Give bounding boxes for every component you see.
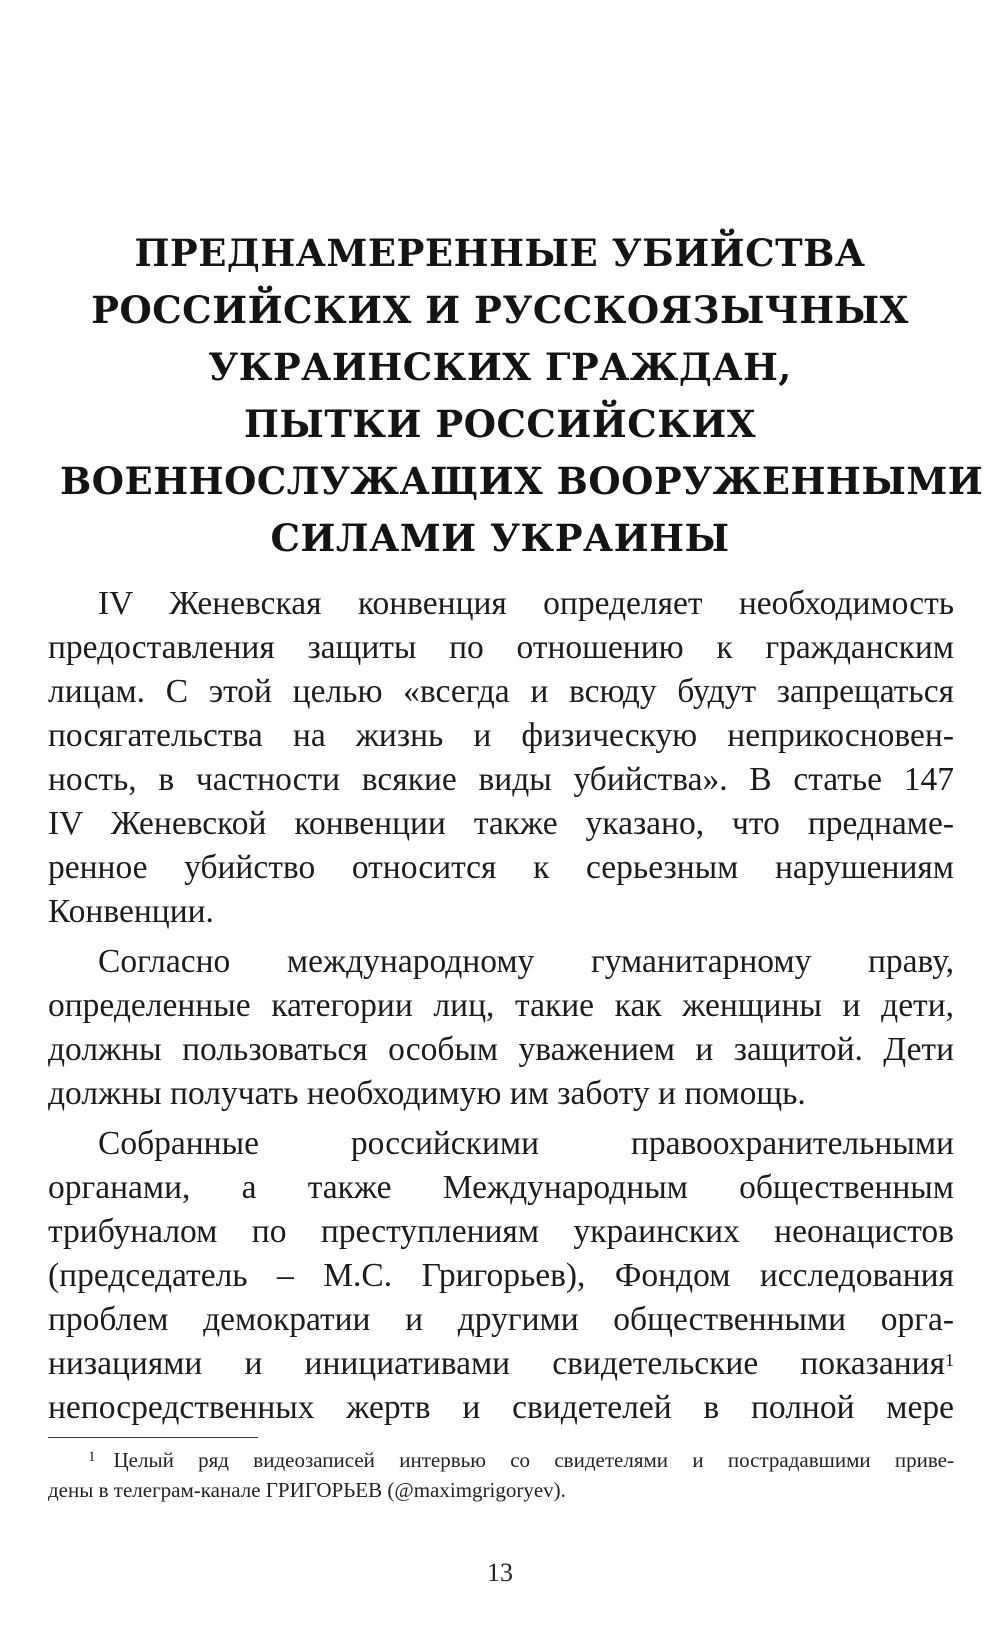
text-line: ренное убийство относится к серьезным нарушениям — [48, 849, 954, 886]
heading-line: ПЫТКИ РОССИЙСКИХ — [243, 402, 757, 446]
paragraph-3 — [48, 1122, 954, 1430]
footnote — [48, 1445, 954, 1505]
footnote-reference[interactable]: 1 — [945, 1350, 954, 1370]
text-line: Конвенции. — [48, 893, 214, 930]
text-line: IV Женевской конвенции также указано, что преднаме- — [48, 805, 954, 842]
text-line: проблем демократии и другими общественными орга- — [48, 1301, 954, 1338]
paragraph-2 — [48, 940, 954, 1116]
text-line: должны получать необходимую им заботу и помощь. — [48, 1075, 806, 1112]
text-line: Собранные российскими правоохранительными — [98, 1125, 954, 1162]
text-line: низациями и инициативами свидетельские показания — [48, 1345, 945, 1382]
text-line: определенные категории лиц, такие как женщины и дети, — [48, 987, 954, 1024]
text-line: органами, а также Международным общественным — [48, 1169, 954, 1206]
text-line: IV Женевская конвенция определяет необходимость — [98, 585, 954, 622]
text-line: трибуналом по преступлениям украинских неонацистов — [48, 1213, 954, 1250]
text-line: посягательства на жизнь и физическую неприкосновен- — [48, 717, 954, 754]
footnote-marker: 1 — [88, 1449, 96, 1465]
page-number: 13 — [487, 1558, 513, 1587]
heading-line: ВОЕННОСЛУЖАЩИХ ВООРУЖЕННЫМИ — [60, 459, 984, 503]
heading-line: СИЛАМИ УКРАИНЫ — [270, 516, 730, 560]
text-line: ность, в частности всякие виды убийства». В статье 147 — [48, 761, 954, 798]
text-line: Согласно международному гуманитарному праву, — [98, 943, 954, 980]
text-line: непосредственных жертв и свидетелей в полной мере — [48, 1389, 954, 1426]
heading-line: ПРЕДНАМЕРЕННЫЕ УБИЙСТВА — [134, 231, 866, 275]
text-line-with-footnote — [48, 1342, 954, 1386]
heading-line: УКРАИНСКИХ ГРАЖДАН, — [208, 345, 792, 389]
text-line: предоставления защиты по отношению к гражданским — [48, 629, 954, 666]
chapter-heading — [60, 225, 984, 567]
footnote-text: Целый ряд видеозаписей интервью со свидетелями и пострадавшими приве- — [113, 1448, 954, 1472]
heading-line: РОССИЙСКИХ И РУССКОЯЗЫЧНЫХ — [91, 288, 909, 332]
footnote-line: дены в телеграм-канале ГРИГОРЬЕВ (@maximgrigoryev). — [48, 1478, 566, 1502]
text-line: (председатель – М.С. Григорьев), Фондом исследования — [48, 1257, 954, 1294]
body-text — [48, 582, 954, 1430]
paragraph-1 — [48, 582, 954, 934]
footnote-line — [48, 1445, 954, 1475]
text-line: должны пользоваться особым уважением и защитой. Дети — [48, 1031, 954, 1068]
text-line: лицам. С этой целью «всегда и всюду будут запрещаться — [48, 673, 954, 710]
footnote-divider — [48, 1437, 258, 1438]
